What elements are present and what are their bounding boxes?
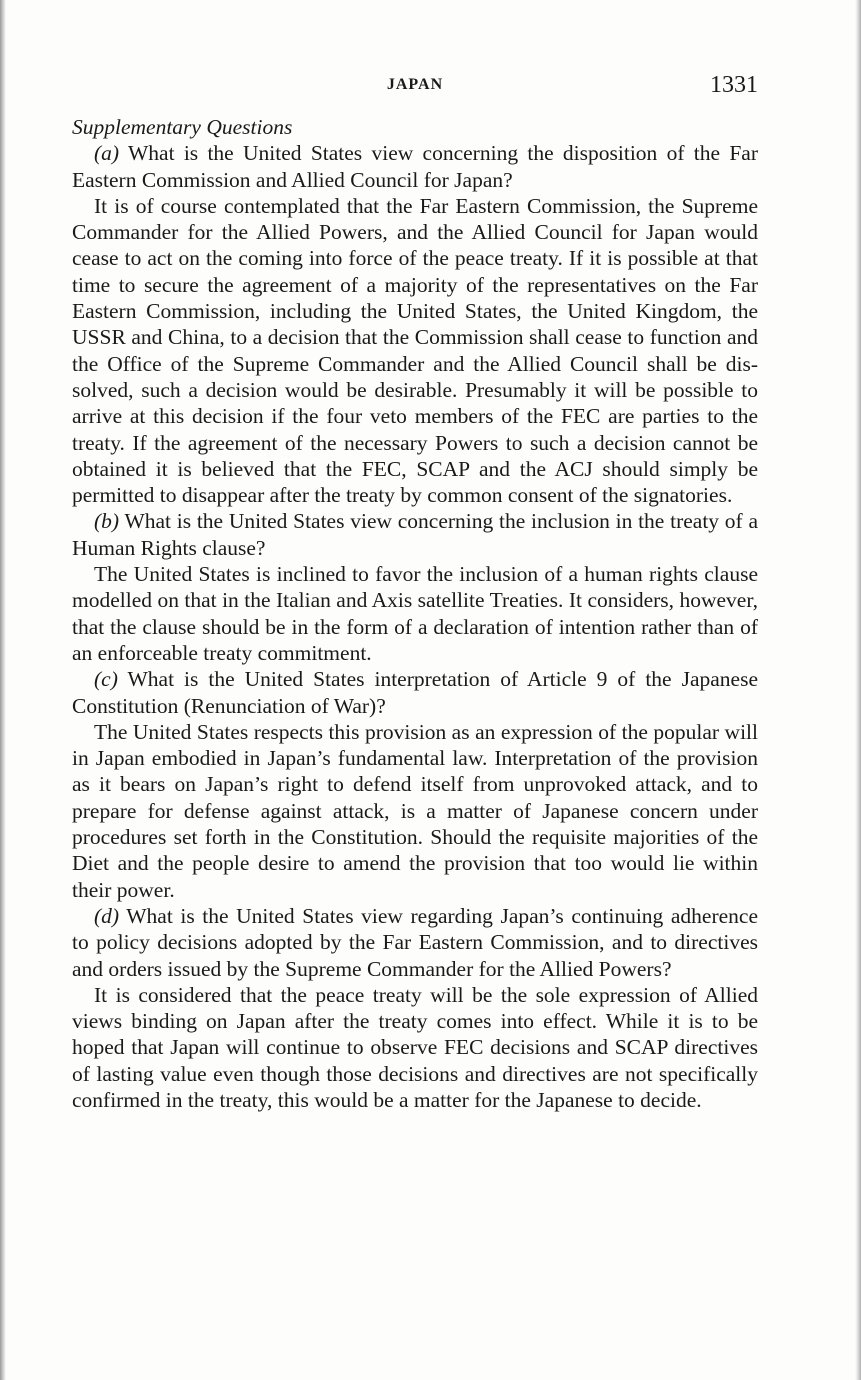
question-d bbox=[72, 903, 758, 982]
question-text: What is the United States view regarding Japan’s continuing adherence to policy decisions adopted by the Far Eastern Commission, and to directives and orders issued by the Supreme Commander for the Allied Powers? bbox=[72, 903, 758, 981]
question-label: (d) bbox=[94, 903, 120, 928]
running-head bbox=[72, 72, 758, 98]
answer-a: It is of course contemplated that the Far Eastern Commission, the Supreme Commander for the Allied Powers, and the Allied Council for Japan would cease to act on the coming into force of the peace treaty. If it is possible at that time to secure the agreement of a majority of the representatives on the Far Eastern Commission, including the United States, the United Kingdom, the USSR and China, to a decision that the Commission shall cease to function and the Office of the Supreme Commander and the Allied Council shall be dissolved, such a decision would be desirable. Presumably it will be possible to arrive at this decision if the four veto members of the FEC are parties to the treaty. If the agreement of the necessary Powers to such a decision cannot be obtained it is believed that the FEC, SCAP and the ACJ should simply be permitted to disappear after the treaty by common consent of the signatories. bbox=[72, 193, 758, 508]
question-label: (b) bbox=[94, 509, 120, 534]
body-text bbox=[72, 114, 758, 1113]
scan-edge-right bbox=[855, 0, 861, 1380]
answer-b: The United States is inclined to favor the inclusion of a human rights clause modelled on that in the Italian and Axis satellite Treaties. It considers, however, that the clause should be in the form of a declaration of intention rather than of an enforceable treaty commitment. bbox=[72, 562, 758, 665]
question-a bbox=[72, 140, 758, 193]
page-number: 1331 bbox=[710, 72, 758, 98]
question-c bbox=[72, 666, 758, 719]
section-heading: Supplementary Questions bbox=[72, 115, 293, 139]
question-label: (c) bbox=[94, 667, 118, 692]
running-title: JAPAN bbox=[386, 76, 444, 93]
question-label: (a) bbox=[94, 141, 120, 166]
answer-c: The United States respects this provision as an expression of the popular will in Japan embodied in Japan’s fundamental law. Interpretation of the provision as it bears on Japan’s right to defend itself from unprovoked attack, and to prepare for defense against attack, is a matter of Japanese concern under procedures set forth in the Constitution. Should the requisite majorities of the Diet and the people desire to amend the provision that too would lie within their power. bbox=[72, 719, 758, 902]
question-b bbox=[72, 508, 758, 561]
question-text: What is the United States view concerning the inclusion in the treaty of a Human Rights clause? bbox=[72, 509, 758, 560]
scan-edge-left bbox=[0, 0, 6, 1380]
question-text: What is the United States interpretation of Article 9 of the Japanese Constitution (Renunciation of War)? bbox=[72, 667, 758, 718]
answer-d: It is considered that the peace treaty will be the sole expression of Allied views binding on Japan after the treaty comes into effect. While it is to be hoped that Japan will continue to observe FEC decisions and SCAP directives of lasting value even though those decisions and directives are not specifically confirmed in the treaty, this would be a matter for the Japanese to decide. bbox=[72, 982, 758, 1112]
question-text: What is the United States view concerning the disposition of the Far Eastern Commission and Allied Council for Japan? bbox=[72, 141, 758, 192]
